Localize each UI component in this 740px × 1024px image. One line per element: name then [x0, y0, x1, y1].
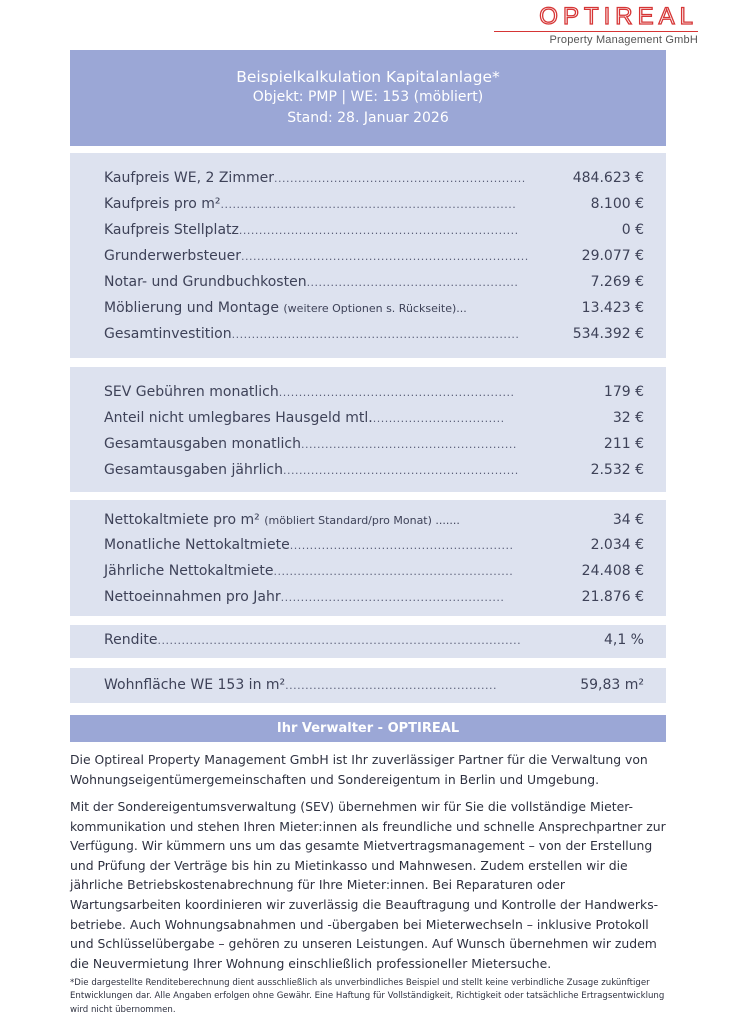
- row-value: 34 €: [612, 512, 644, 528]
- rendite-panel: [70, 625, 666, 658]
- row-label: SEV Gebühren monatlich: [104, 384, 279, 400]
- row-label: Rendite: [104, 632, 158, 648]
- row-dots: ...............................................................: [273, 172, 526, 185]
- row-value: 29.077 €: [581, 248, 644, 264]
- row-grunderwerbsteuer: [104, 248, 644, 274]
- optireal-logo: [488, 4, 698, 46]
- row-note: (möbliert Standard/pro Monat) .......: [264, 514, 460, 527]
- row-dots: .....................................................: [285, 679, 497, 692]
- verwalter-intro-paragraph: Die Optireal Property Management GmbH ist Ihr zuverlässiger Partner für die Verwaltung von Wohnungseigentümergemeinschaften und Sondereigentum in Berlin und Umgebung.: [70, 752, 648, 787]
- object-line: Objekt: PMP | WE: 153 (möbliert): [252, 89, 484, 105]
- row-label: Gesamtausgaben monatlich: [104, 436, 301, 452]
- row-notar: [104, 274, 644, 300]
- verwalter-services-paragraph: Mit der Sondereigentumsverwaltung (SEV) übernehmen wir für Sie die vollständige Mieter-kommunikation und stehen Ihren Mieter:innen als freundliche und schnelle Ansprechpartner zur Verfügung. Wir kümmern uns um das gesamte Mietvertragsmanagement – von der Erstellung und Prüfung der Verträge bis hin zu Mietinkasso und Mahnwesen. Zudem erstellen wir die jährliche Betriebskostenabrechnung für Ihre Mieter:innen. Bei Reparaturen oder Wartungsarbeiten koordinieren wir zuverlässig die Beauftragung und Kontrolle der Handwerks-betriebe. Auch Wohnungsabnahmen und -übergaben bei Mieterwechseln – inklusive Protokoll und Schlüsselübergabe – gehören zu unseren Leistungen. Auf Wunsch übernehmen wir zudem die Neuvermietung Ihrer Wohnung einschließlich professioneller Mietersuche.: [70, 799, 666, 971]
- verwalter-heading: Ihr Verwalter - OPTIREAL: [70, 715, 666, 742]
- row-dots: ...........................................................: [278, 386, 515, 399]
- wohnflaeche-panel: [70, 668, 666, 703]
- row-label: Möblierung und Montage: [104, 300, 279, 316]
- row-value: 2.532 €: [590, 462, 644, 478]
- row-miete-monatlich: [104, 537, 644, 563]
- row-value: 4,1 %: [603, 632, 644, 648]
- row-label: Kaufpreis WE, 2 Zimmer: [104, 170, 274, 186]
- row-label: Wohnfläche WE 153 in m²: [104, 677, 286, 693]
- row-kaufpreis-qm: [104, 196, 644, 222]
- row-wohnflaeche: [104, 677, 644, 703]
- date-line: Stand: 28. Januar 2026: [287, 110, 449, 126]
- row-dots: ........................................................: [280, 591, 505, 604]
- row-miete-jaehrlich: [104, 563, 644, 589]
- row-label: Gesamtinvestition: [104, 326, 232, 342]
- row-dots: ........................................................................: [231, 328, 520, 341]
- row-ausgaben-jaehrlich: [104, 462, 644, 488]
- row-sev: [104, 384, 644, 410]
- row-dots: ...........................................................: [282, 464, 519, 477]
- row-label: Gesamtausgaben jährlich: [104, 462, 283, 478]
- row-gesamtinvestition: [104, 326, 644, 352]
- row-value: 59,83 m²: [580, 677, 644, 693]
- row-label: Nettoeinnahmen pro Jahr: [104, 589, 281, 605]
- row-dots: ...........................................................................................: [157, 634, 522, 647]
- expenses-panel: [70, 367, 666, 492]
- row-label: Anteil nicht umlegbares Hausgeld mtl.: [104, 410, 373, 426]
- row-dots: ........................................................................: [240, 250, 529, 263]
- row-value: 211 €: [603, 436, 644, 452]
- rent-panel: [70, 500, 666, 616]
- row-value: 534.392 €: [572, 326, 644, 342]
- row-label: Kaufpreis Stellplatz: [104, 222, 239, 238]
- calculation-header: [70, 50, 666, 146]
- row-value: 13.423 €: [581, 300, 644, 316]
- row-dots: .....................................................: [306, 276, 519, 289]
- row-value: 8.100 €: [590, 196, 644, 212]
- logo-wordmark: OPTIREAL: [539, 3, 698, 30]
- row-label: Kaufpreis pro m²: [104, 196, 221, 212]
- row-value: 21.876 €: [581, 589, 644, 605]
- investment-panel: [70, 153, 666, 358]
- row-value: 0 €: [621, 222, 644, 238]
- row-miete-qm: [104, 512, 644, 538]
- row-label: Jährliche Nettokaltmiete: [104, 563, 274, 579]
- row-stellplatz: [104, 222, 644, 248]
- row-label: Monatliche Nettokaltmiete: [104, 537, 290, 553]
- row-rendite: [104, 632, 644, 658]
- row-value: 179 €: [603, 384, 644, 400]
- logo-subtitle: Property Management GmbH: [549, 34, 698, 46]
- row-label: Notar- und Grundbuchkosten: [104, 274, 307, 290]
- row-value: 24.408 €: [581, 563, 644, 579]
- row-ausgaben-monatlich: [104, 436, 644, 462]
- logo-underline: [494, 31, 698, 32]
- row-nettoeinnahmen: [104, 589, 644, 615]
- row-dots: .................................: [372, 412, 505, 425]
- row-dots: ........................................................: [289, 539, 514, 552]
- row-value: 2.034 €: [590, 537, 644, 553]
- row-label: Grunderwerbsteuer: [104, 248, 241, 264]
- row-value: 7.269 €: [590, 274, 644, 290]
- row-value: 32 €: [612, 410, 644, 426]
- row-dots: ......................................................: [301, 438, 517, 451]
- row-dots: ............................................................: [273, 565, 514, 578]
- row-moeblierung: [104, 300, 644, 326]
- calculation-title: Beispielkalkulation Kapitalanlage*: [236, 68, 500, 86]
- row-dots: ......................................................................: [238, 224, 519, 237]
- row-hausgeld: [104, 410, 644, 436]
- disclaimer-footnote: *Die dargestellte Renditeberechnung dient ausschließlich als unverbindliches Beispiel und stellt keine verbindliche Zusage zukünftiger Entwicklungen dar. Alle Angaben erfolgen ohne Gewähr. Eine Haftung für Vollständigkeit, Richtigkeit oder tatsächliche Ertragsentwicklung wird nicht übernommen.: [70, 978, 665, 1015]
- row-value: 484.623 €: [572, 170, 644, 186]
- row-note: (weitere Optionen s. Rückseite)...: [283, 302, 467, 315]
- row-label: Nettokaltmiete pro m²: [104, 512, 260, 528]
- row-dots: ..........................................................................: [220, 198, 517, 211]
- row-kaufpreis: [104, 170, 644, 196]
